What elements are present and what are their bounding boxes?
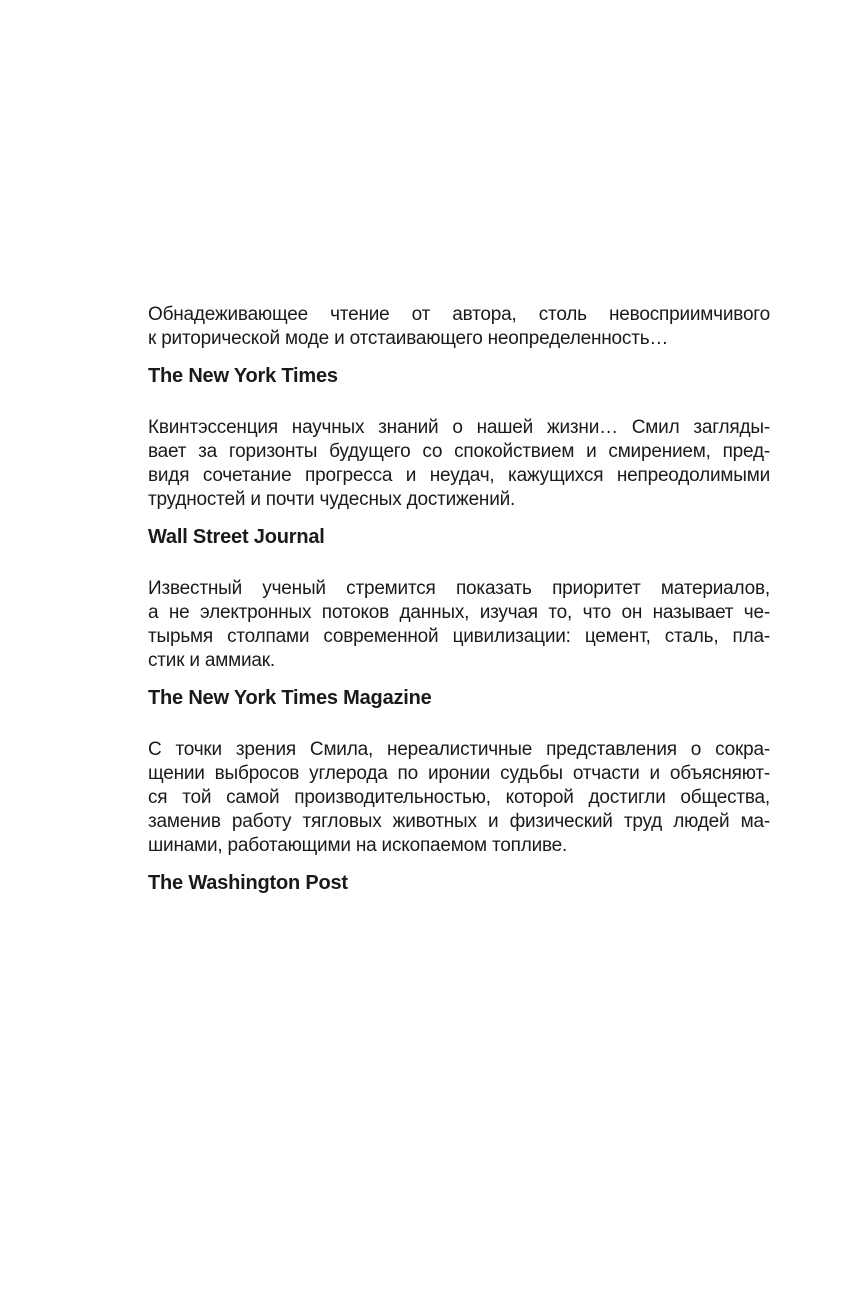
review-source: The New York Times — [148, 365, 338, 387]
review-quote — [148, 303, 770, 351]
quote-line: ся той самой производительностью, которой достигли общества, — [148, 787, 770, 808]
quote-line: щении выбросов углерода по иронии судьбы отчасти и объясняют- — [148, 763, 770, 784]
review-source: The New York Times Magazine — [148, 687, 432, 709]
quote-line: Квинтэссенция научных знаний о нашей жизни… Смил загляды- — [148, 417, 770, 438]
quote-line: заменив работу тягловых животных и физический труд людей ма- — [148, 811, 770, 832]
review-quote — [148, 738, 770, 858]
quote-line: вает за горизонты будущего со спокойствием и смирением, пред- — [148, 441, 770, 462]
quote-line: видя сочетание прогресса и неудач, кажущихся непреодолимыми — [148, 465, 770, 486]
review-quote — [148, 577, 770, 673]
quote-line: к риторической моде и отстаивающего неопределенность… — [148, 328, 669, 349]
quote-line: шинами, работающими на ископаемом топливе. — [148, 835, 568, 856]
quote-line: С точки зрения Смила, нереалистичные представления о сокра- — [148, 739, 770, 760]
reviews-list — [148, 303, 770, 895]
review-item — [148, 738, 770, 895]
quote-line: трудностей и почти чудесных достижений. — [148, 489, 516, 510]
quote-line: а не электронных потоков данных, изучая то, что он называет че- — [148, 602, 770, 623]
quote-line: Обнадеживающее чтение от автора, столь невосприимчивого — [148, 304, 770, 325]
quote-line: тырьмя столпами современной цивилизации: цемент, сталь, пла- — [148, 626, 770, 647]
quote-line: Известный ученый стремится показать приоритет материалов, — [148, 578, 770, 599]
review-item — [148, 577, 770, 710]
review-source: Wall Street Journal — [148, 526, 325, 548]
review-item — [148, 416, 770, 549]
review-source: The Washington Post — [148, 872, 348, 894]
quote-line: стик и аммиак. — [148, 650, 275, 671]
review-quote — [148, 416, 770, 512]
review-item — [148, 303, 770, 388]
